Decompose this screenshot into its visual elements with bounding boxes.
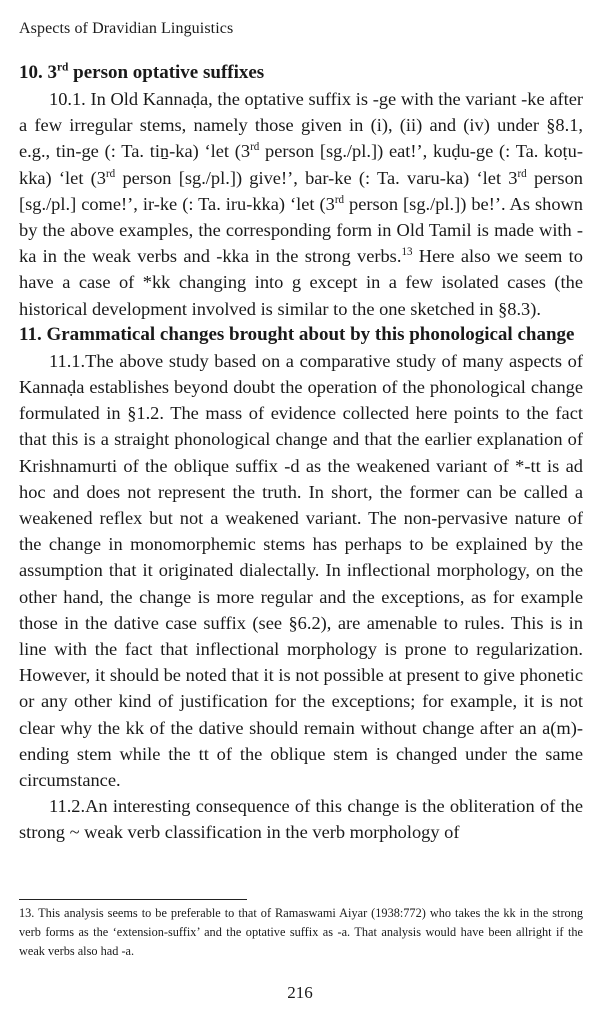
paragraph-11-2: 11.2.An interesting consequence of this change is the obliteration of the strong ~ weak verb classification in the verb morphology of — [19, 796, 583, 843]
footnote-rule — [19, 899, 247, 900]
text-run: 10.1. In Old Kannaḍa, the optative suffix is -ge with the variant -ke after a few irregular stems, namely those given in (i), (ii) and (iv) under §8.1, e.g., tin-ge (: Ta. tiṉ-ka) ‘let (3 — [19, 89, 583, 162]
paragraph-11-1: 11.1.The above study based on a comparative study of many aspects of Kannaḍa establishes beyond doubt the operation of the phonological change formulated in §1.2. The mass of evidence collected here points to the fact that this is a straight phonological change and that the earlier explanation of Krishnamurti of the oblique suffix -d as the weakened variant of *-tt is ad hoc and does not represent the truth. In short, the former can be called a weakened reflex but not a weakened variant. The non-pervasive nature of the change in monomorphemic stems has perhaps to be explained by the assumption that it originated dialectally. In inflectional morphology, on the other hand, the change is more regular and the exceptions, as for example those in the dative case suffix (see §6.2), are amenable to rules. This is in line with the fact that inflectional morphology is prone to regularization. However, it should be noted that it is not possible at present to give phonetic or any other kind of justification for the exceptions; for example, it is not clear why the kk of the dative should remain without change after an a(m)-ending stem while the tt of the oblique stem is changed under the same circumstance. — [19, 350, 583, 791]
section-10-heading-rest: person optative suffixes — [68, 62, 265, 83]
section-10-heading-num: 10. 3 — [19, 62, 57, 83]
text-run: person [sg./pl.]) eat!’, kuḍu-ge (: Ta. koṭu-kka) ‘let (3 — [19, 141, 583, 188]
running-head: Aspects of Dravidian Linguistics — [19, 20, 234, 37]
page-number: 216 — [287, 983, 313, 1002]
text-run: person [sg./pl.]) be!’. As shown by the above examples, the corresponding form in Old Tamil is made with -ka in the weak verbs and -kka in the strong verbs. — [19, 193, 583, 267]
text-run: Here also we seem to have a case of *kk changing into g except in a few isolated cases (the historical development involved is similar to the one sketched in §8.3). — [19, 246, 583, 319]
footnote-13: 13. This analysis seems to be preferable to that of Ramaswami Aiyar (1938:772) who takes the kk in the strong verb forms as the ‘extension-suffix’ and the optative suffix as -a. That analysis would have been allright if the weak verbs also had -a. — [19, 906, 583, 958]
text-run: person [sg./pl.]) give!’, bar-ke (: Ta. varu-ka) ‘let 3 — [115, 167, 518, 188]
superscript: rd — [517, 167, 527, 180]
text-run: person [sg./pl.] come!’, ir-ke (: Ta. iru-kka) ‘let (3 — [19, 167, 583, 214]
superscript: rd — [334, 193, 345, 206]
footnote-ref-13: 13 — [401, 246, 413, 259]
section-10-heading — [19, 60, 583, 86]
superscript: rd — [250, 141, 260, 154]
body-text — [19, 60, 583, 846]
section-11-heading: 11. Grammatical changes brought about by this phonological change — [19, 323, 575, 345]
section-10-heading-sup: rd — [57, 61, 69, 74]
paragraph-10-1 — [19, 86, 583, 322]
superscript: rd — [106, 167, 116, 180]
